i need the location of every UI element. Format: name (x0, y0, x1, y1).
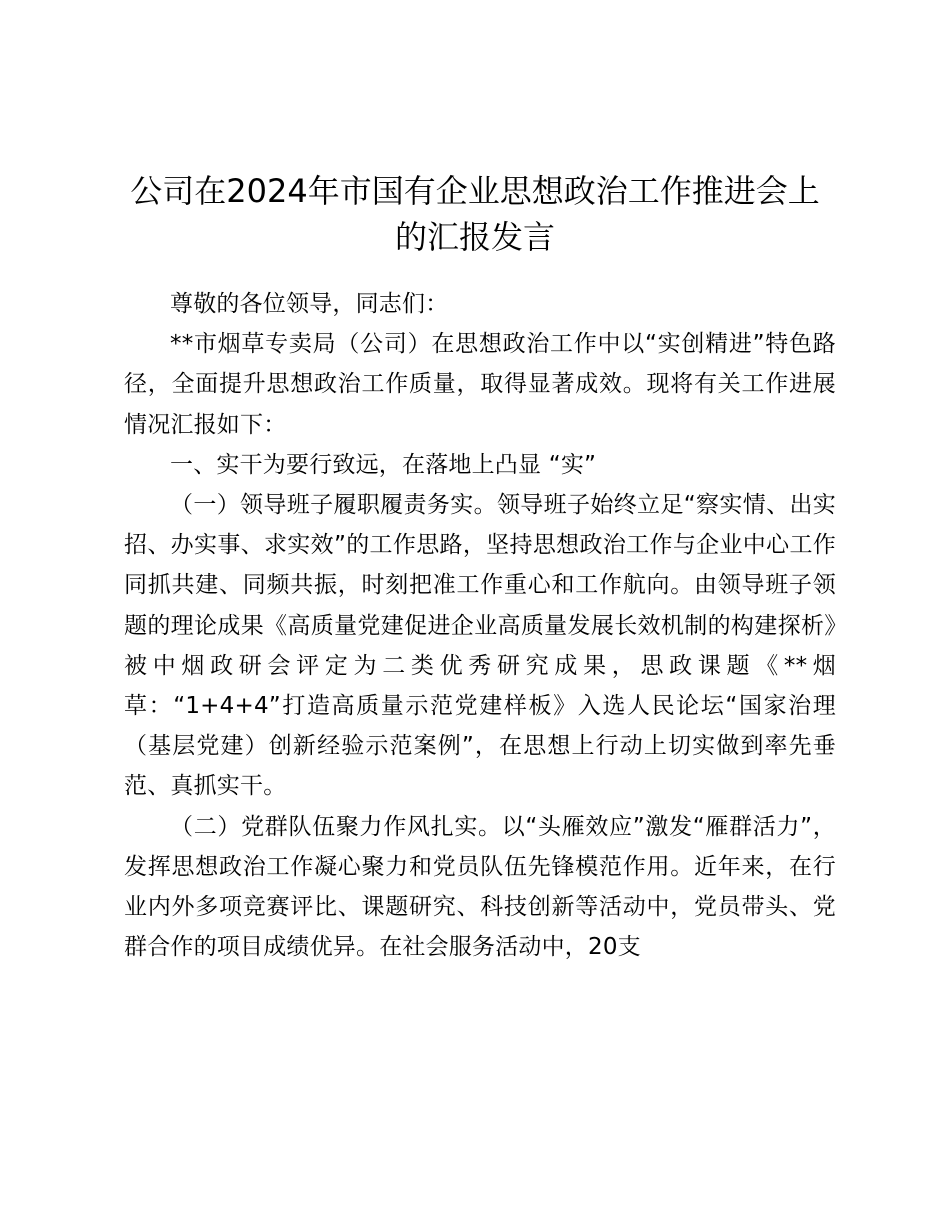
body-paragraph: （一）领导班子履职履责务实。领导班子始终立足“察实情、出实招、办实事、求实效”的工作思路，坚持思想政治工作与企业中心工作同抓共建、同频共振，时刻把准工作重心和工作航向。由领导班子领题的理论成果《高质量党建促进企业高质量发展长效机制的构建探析》被中烟政研会评定为二类优秀研究成果，思政课题《**烟草：“1+4+4”打造高质量示范党建样板》入选人民论坛“国家治理（基层党建）创新经验示范案例”，在思想上行动上切实做到率先垂范、真抓实干。 (124, 492, 836, 800)
intro-paragraph: **市烟草专卖局（公司）在思想政治工作中以“实创精进”特色路径，全面提升思想政治工作质量，取得显著成效。现将有关工作进展情况汇报如下： (124, 331, 836, 438)
document-title: 公司在2024年市国有企业思想政治工作推进会上的汇报发言 (130, 172, 820, 256)
body-paragraph: （二）党群队伍聚力作风扎实。以“头雁效应”激发“雁群活力”，发挥思想政治工作凝心聚力和党员队伍先锋模范作用。近年来，在行业内外多项竞赛评比、课题研究、科技创新等活动中，党员带头、党群合作的项目成绩优异。在社会服务活动中，20支 (124, 813, 836, 961)
salutation-paragraph: 尊敬的各位领导，同志们： (170, 291, 449, 317)
section-heading-1: 一、实干为要行致远，在落地上凸显 “实” (170, 451, 597, 478)
document-body (124, 284, 836, 967)
